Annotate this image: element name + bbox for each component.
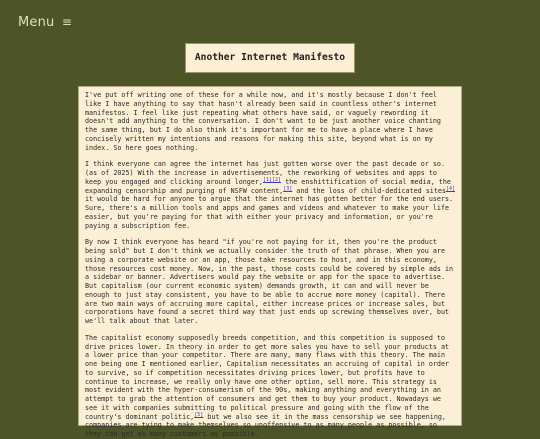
paragraph-text: the enshittification of social media, the expanding censorship and purging of NSFW content, [85, 177, 451, 195]
paragraph-text: I think everyone can agree the internet has just gotten worse over the past decade or so. (as of 2025) With the increase in advertisements, the reworking of websites and apps to keep you engaged and clicking around longer, [85, 160, 446, 186]
paragraph-product: By now I think everyone has heard "if you're not paying for it, then you're the product being sold" but I don't think we actually consider the truth of that phrase. When you are using a corporate website or an app, those take resources to host, and in this economy, those resources cost money. Now, in the past, those costs could be covered by simple ads in a sidebar or banner. Advertisers would pay the website or app for the space to advertise. But capitalism (our current economic system) demands growth, it can and will never be enough to just stay consistent, you have to be able to accrue more money (capital). There are two main ways of accruing more capital, either increase prices or increase sales, but corporations have found a secret third way that just ends up screwing themselves over, but we'll talk about that later. [85, 238, 454, 325]
page-title [185, 43, 355, 73]
paragraph-internet-worse [85, 160, 455, 230]
paragraph-intro: I've put off writing one of these for a while now, and it's mostly because I don't feel like I have anything to say that hasn't already been said in countless other's internet manifestos. I feel like just repeating what others have said, or vaguely rewording it doesn't add anything to the conversation. I don't want to be just another voice chanting the same thing, but I do also think it's important for me to have a place where I have concisely written my intentions and reasons for making this site, beyond what is on my index. So here goes nothing. [85, 91, 441, 152]
paragraph-text: but we also see it in the mass censorship we see happening, companies are tying to make themselves so unoffensive to as many people as possible, so they can get as many customers as possible. [85, 412, 446, 438]
paragraph-text: it would be hard for anyone to argue that the internet has gotten better for the end users. Sure, there's a million tools and apps and games and videos and whatever to make your life easier, but you're paying for that with either your privacy and information, or you're paying a subscription fee. [85, 195, 454, 230]
menu-label: Menu [18, 15, 55, 30]
footnote-link-1[interactable]: [1] [262, 176, 273, 183]
paragraph-capitalism [85, 334, 455, 439]
footnote-link-4[interactable]: [4] [445, 185, 455, 192]
manifesto-article [78, 86, 462, 438]
paragraph-text: The capitalist economy supposedly breeds competition, and this competition is supposed to drive prices lower. In theory in order to get more sales you have to sell your products at a lower price than your competitor. There are many, many flaws with this theory. The main one being one I mentioned earlier, Capitalism necessitates an accruing of capital in order to survive, so if competition necessitates driving prices lower, but profits have to continue to increase, we really only have one other option, sell more. This strategy is most evident with the hyper-consumerism of the 90s, making anything and everything in an attempt to grab the attention of consumers and get them to buy your product. Nowadays we see it with companies submitting to political pressure and going with the flow of the country's dominant politic, [85, 333, 450, 421]
footnote-link-3[interactable]: [3] [283, 185, 293, 192]
hamburger-icon: ≡ [61, 15, 73, 29]
menu-button[interactable] [18, 14, 72, 31]
footnote-link-5[interactable]: [5] [194, 411, 204, 418]
page-title-text: Another Internet Manifesto [194, 52, 346, 63]
footnote-link-2[interactable]: [2] [272, 176, 282, 183]
paragraph-text: and the loss of child-dedicated sites [292, 186, 446, 195]
